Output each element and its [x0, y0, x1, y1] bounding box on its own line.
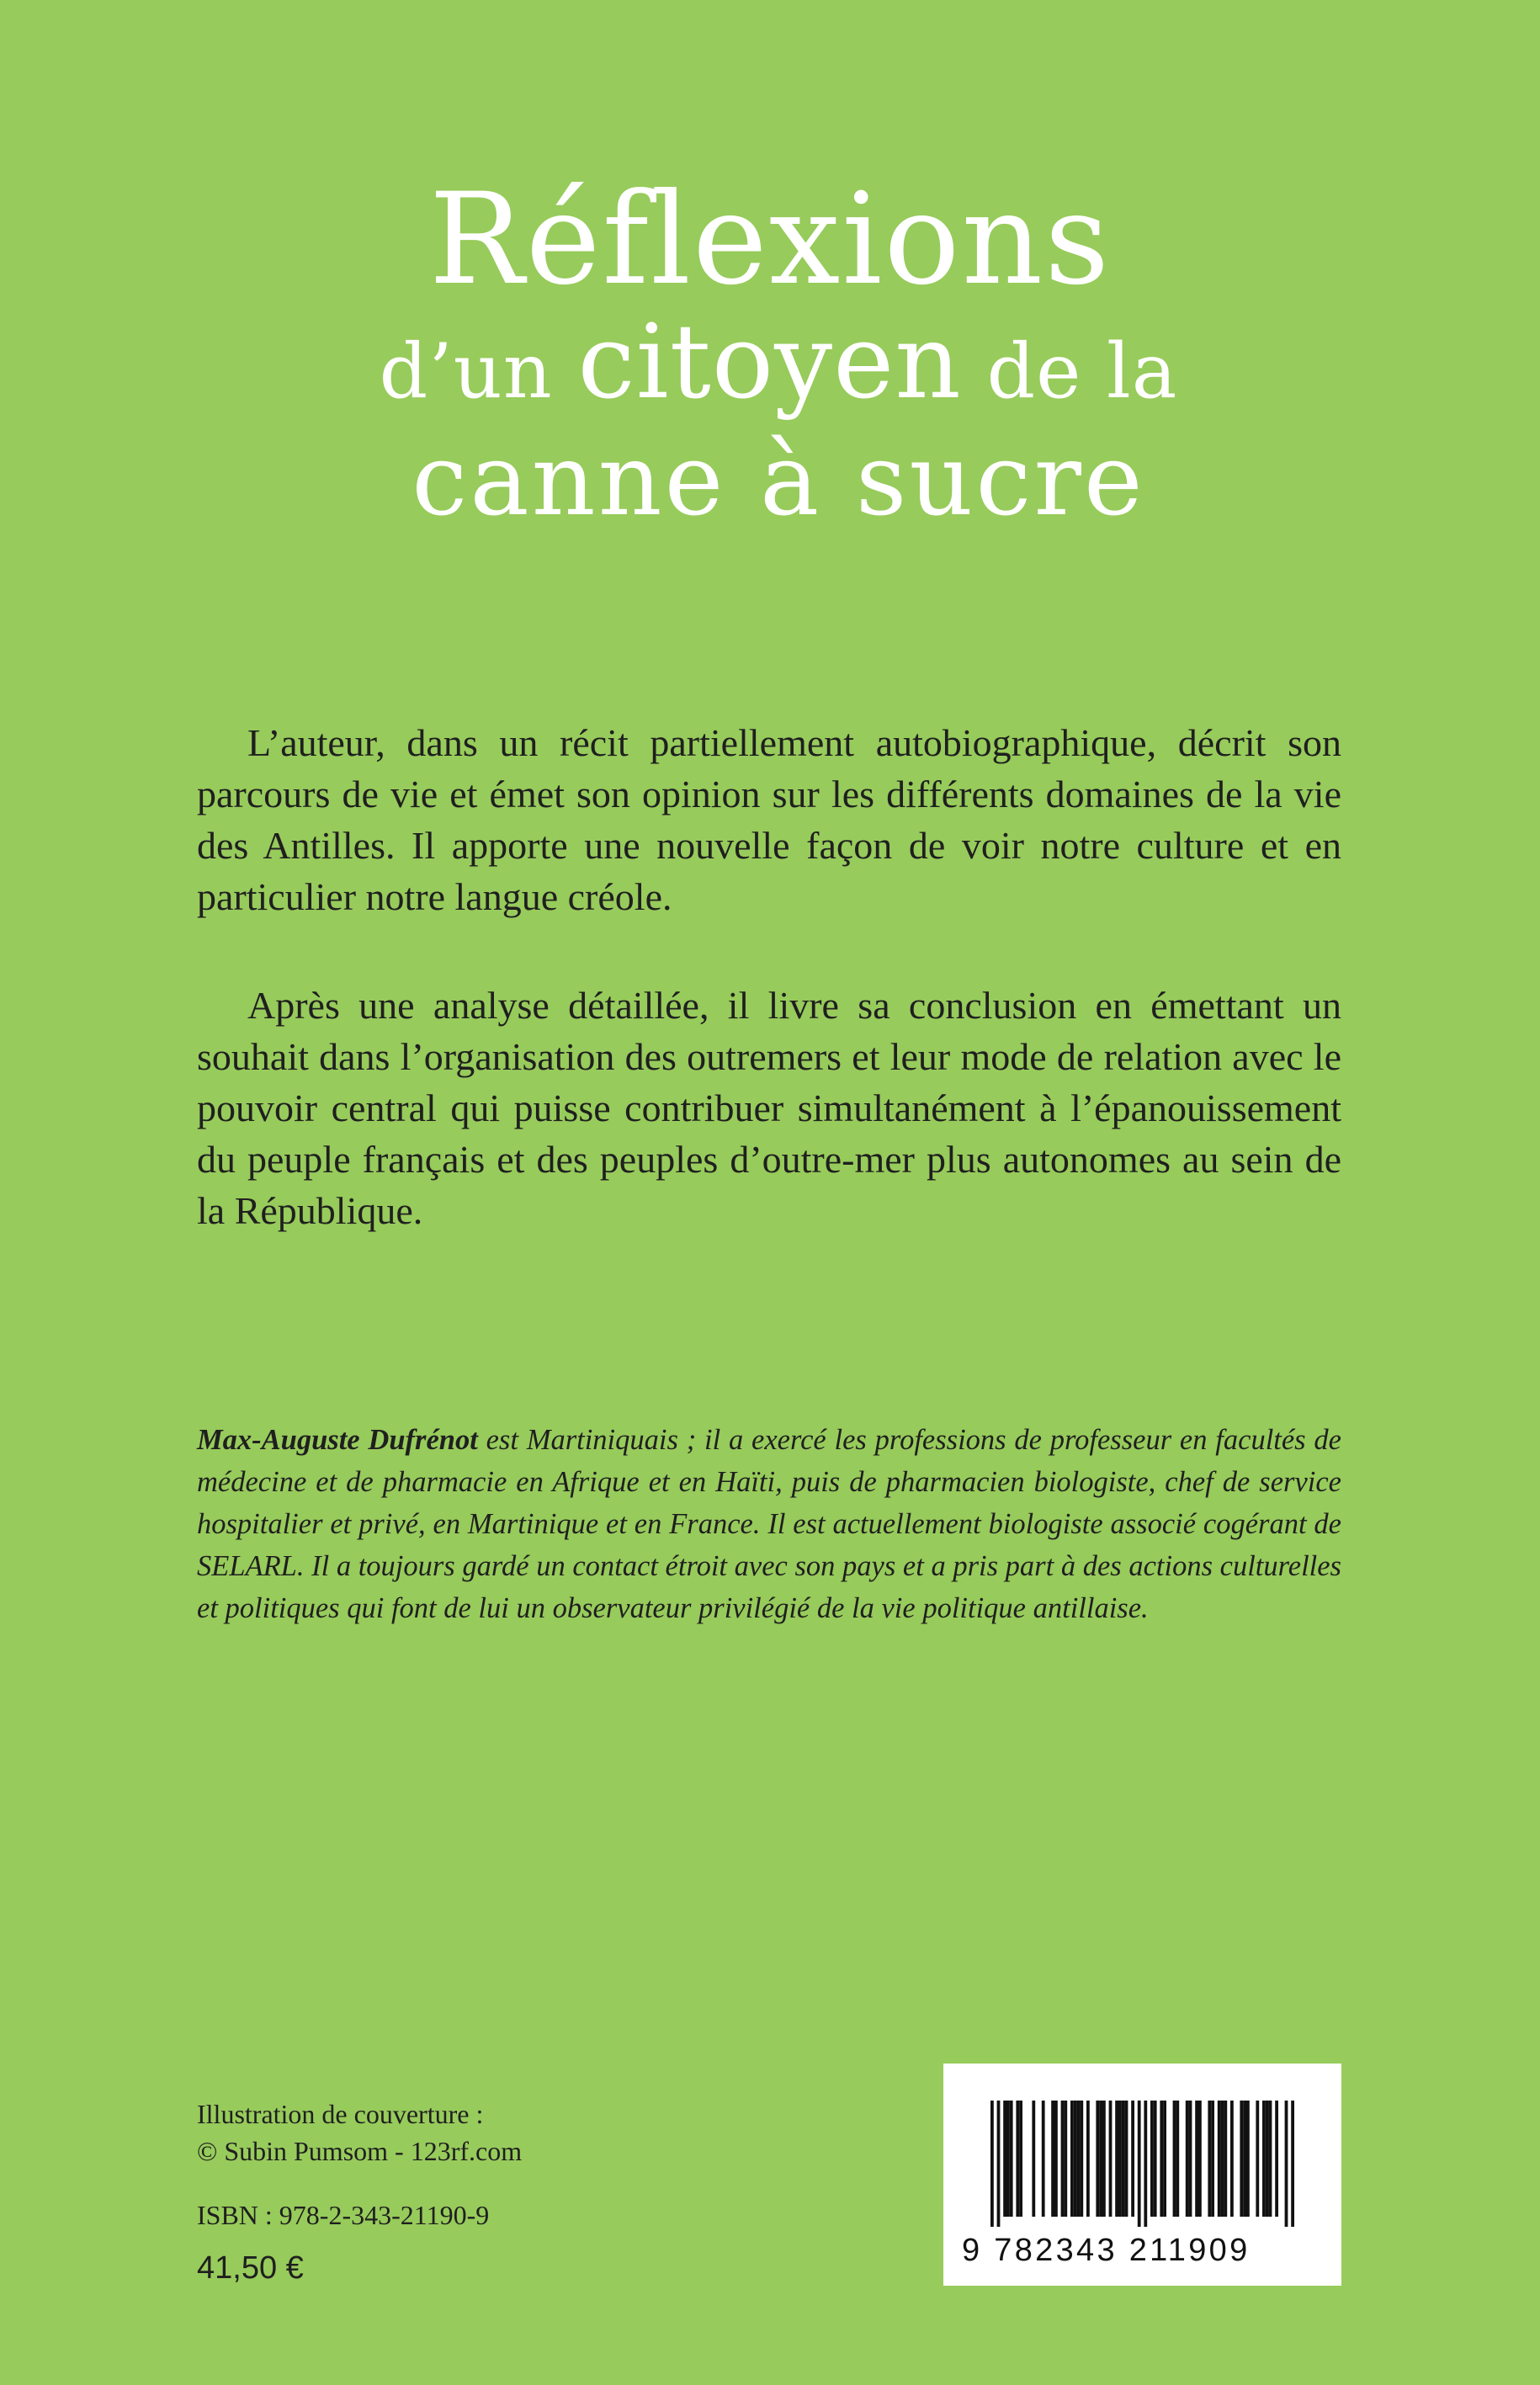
barcode-bar — [1275, 2101, 1278, 2217]
title-line-2-prefix: d’un — [379, 327, 553, 416]
barcode-bar — [1032, 2101, 1035, 2217]
barcode-bar — [1118, 2101, 1122, 2217]
credits-line-2: © Subin Pumsom - 123rf.com — [197, 2136, 523, 2166]
summary-paragraph-1: L’auteur, dans un récit partiellement autobiographique, décrit son parcours de vie et émet son opinion sur les différents domaines de la vie des Antilles. Il apporte une nouvelle façon de voir notre culture et en particulier notre langue créole. — [197, 721, 1341, 918]
title-line-1: Réflexions — [428, 167, 1112, 313]
barcode-bar — [1221, 2101, 1224, 2217]
barcode-bar — [1211, 2101, 1214, 2217]
title-line-3: canne à sucre — [412, 422, 1145, 538]
barcode-bar — [1131, 2101, 1134, 2217]
barcode-bar — [1144, 2101, 1147, 2227]
barcode-bar — [1208, 2101, 1211, 2217]
barcode-bar — [1125, 2101, 1128, 2217]
book-summary — [197, 717, 1341, 1236]
barcode-bar — [1054, 2101, 1058, 2217]
barcode-bar — [1070, 2101, 1074, 2217]
barcode-bar — [1006, 2101, 1010, 2217]
book-title — [0, 167, 1540, 538]
barcode-bar — [1109, 2101, 1113, 2217]
author-bio-text: est Martiniquais ; il a exercé les professions de professeur en facultés de médecine et de pharmacie en Afrique et en Haïti, puis de pharmacien biologiste, chef de service hospitalier et privé, en Martinique et en France. Il est actuellement biologiste associé cogérant de SELARL. Il a toujours gardé un contact étroit avec son pays et a pris part à des actions culturelles et politiques qui font de lui un observateur privilégié de la vie politique antillaise. — [197, 1424, 1341, 1624]
title-line-2-suffix: de la — [986, 327, 1178, 416]
barcode-bar — [1042, 2101, 1045, 2217]
barcode-bar — [1115, 2101, 1118, 2217]
barcode-bar — [1138, 2101, 1141, 2227]
author-bio — [197, 1419, 1341, 1629]
barcode-bar — [1099, 2101, 1102, 2217]
barcode-bar — [1096, 2101, 1099, 2217]
barcode-bar — [1064, 2101, 1067, 2217]
barcode-bar — [1086, 2101, 1090, 2217]
barcode-bar — [990, 2101, 994, 2227]
author-name: Max-Auguste Dufrénot — [197, 1424, 478, 1456]
barcode-bar — [1051, 2101, 1054, 2217]
barcode-bar — [1176, 2101, 1179, 2217]
barcode-bar — [1160, 2101, 1163, 2217]
barcode-bar — [1243, 2101, 1246, 2217]
barcode-bar — [1154, 2101, 1157, 2217]
barcode-bar — [1246, 2101, 1250, 2217]
barcode-bar — [1186, 2101, 1189, 2217]
barcode — [943, 2064, 1341, 2286]
barcode-bar — [1262, 2101, 1266, 2217]
barcode-bar — [1061, 2101, 1065, 2217]
credits-line-1: Illustration de couverture : — [197, 2099, 484, 2129]
barcode-bar — [1224, 2101, 1227, 2217]
summary-paragraph-2: Après une analyse détaillée, il livre sa conclusion en émettant un souhait dans l’organisation des outremers et leur mode de relation avec le pouvoir central qui puisse contribuer simultanément à l’épanouissement du peuple français et des peuples d’outre-mer plus autonomes au sein de la République. — [197, 984, 1341, 1232]
barcode-bar — [1016, 2101, 1019, 2217]
barcode-bar — [1080, 2101, 1083, 2217]
barcode-bar — [1122, 2101, 1125, 2217]
barcode-bar — [1019, 2101, 1022, 2217]
barcode-digits: 9 782343 211909 — [962, 2233, 1251, 2268]
barcode-bar — [1256, 2101, 1259, 2217]
barcode-bar — [1198, 2101, 1202, 2217]
barcode-bar — [1102, 2101, 1106, 2217]
barcode-bars — [990, 2101, 1302, 2227]
barcode-bar — [1218, 2101, 1221, 2217]
barcode-bar — [1163, 2101, 1166, 2217]
barcode-bar — [1074, 2101, 1077, 2217]
barcode-bar — [1010, 2101, 1013, 2217]
barcode-bar — [1195, 2101, 1198, 2217]
barcode-bar — [1230, 2101, 1234, 2217]
barcode-bar — [1285, 2101, 1288, 2227]
barcode-bar — [1003, 2101, 1006, 2217]
barcode-bar — [1173, 2101, 1176, 2217]
barcode-bar — [1189, 2101, 1192, 2217]
barcode-bar — [1150, 2101, 1154, 2217]
title-line-2-main: citoyen — [577, 302, 962, 422]
barcode-bar — [1266, 2101, 1269, 2217]
barcode-bar — [1291, 2101, 1294, 2227]
barcode-bar — [1240, 2101, 1243, 2217]
barcode-bar — [1077, 2101, 1081, 2217]
title-line-2 — [8, 302, 1540, 422]
barcode-bar — [1269, 2101, 1272, 2217]
cover-credits — [197, 2096, 522, 2170]
price-label: 41,50 € — [197, 2250, 304, 2286]
barcode-bar — [997, 2101, 1001, 2227]
isbn-label: ISBN : 978-2-343-21190-9 — [197, 2200, 490, 2230]
